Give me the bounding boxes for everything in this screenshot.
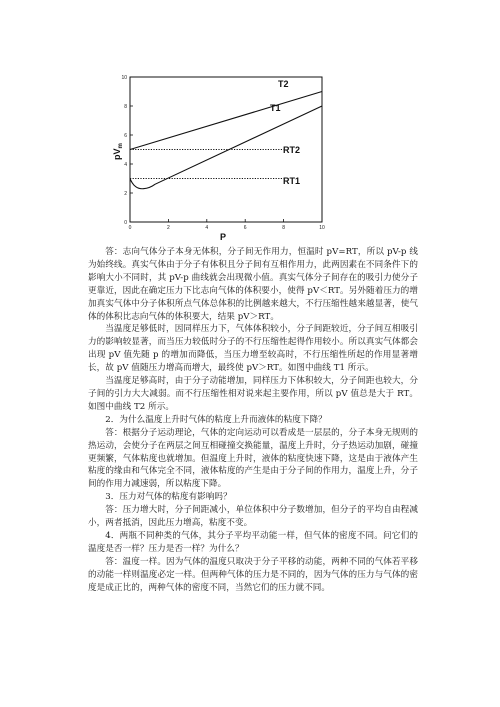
question-3: 3．压力对气体的粘度有影响吗？ <box>105 492 232 503</box>
pv-p-figure <box>100 65 340 245</box>
y-axis-label-sub: m <box>118 143 124 149</box>
question-4: 4．两瓶不同种类的气体，其分子平均平动能一样，但气体的密度不同。问它们的温度是否一样？压力是否一样？为什么？ <box>88 530 418 554</box>
label-rt2: RT2 <box>283 145 301 155</box>
series-t2-line <box>130 92 322 150</box>
x-axis-label: P <box>220 232 227 242</box>
y-tick-label: 2 <box>124 191 127 197</box>
series-group <box>130 92 322 189</box>
answer-2: 答：根据分子运动理论，气体的定向运动可以看成是一层层的，分子本身无规则的热运动，会使分子在两层之间互相碰撞交换能量，温度上升时，分子热运动加剧，碰撞更频繁，气体粘度也就增加。但温度上升时，液体的粘度快速下降，这是由于液体产生粘度的缘由和气体完全不同，液体粘度的产生是由于分子间的作用力，温度上升，分子间的作用力减速弱，所以粘度下降。 <box>88 427 418 490</box>
y-axis-label-main: pV <box>112 148 122 160</box>
x-tick-label: 8 <box>282 225 285 231</box>
label-t2: T2 <box>278 79 289 89</box>
answer-3: 答：压力增大时，分子间距减小，单位体积中分子数增加，但分子的平均自由程减小，两者抵消，因此压力增高，粘度不变。 <box>88 505 418 529</box>
x-tick-label: 2 <box>167 225 170 231</box>
paragraph-1: 答：志向气体分子本身无体积，分子间无作用力，恒温时 pV=RT，所以 pV-p 线为始终线。真实气体由于分子有体积且分子间有互相作用力，此两因素在不同条件下的影响大小不同时，其 pV-p 曲线就会出现微小值。真实气体分子间存在的吸引力使分子更靠近，因此在确定压力下比志向气体的体积要小，使得 pV＜RT。另外随着压力的增加真实气体中分子体积所点气体总体积的比例越来越大，不行压缩性越来越显著，使气体的体积比志向气体的体积要大，结果 pV＞RT。 <box>88 247 418 322</box>
question-2: 2．为什么温度上升时气体的粘度上升而液体的粘度下降？ <box>105 414 327 425</box>
label-rt1: RT1 <box>283 176 301 186</box>
paragraph-2: 当温度足够低时，因同样压力下，气体体积较小，分子间距较近，分子间互相吸引力的影响较显著，而当压力较低时分子的不行压缩性起得作用较小。所以真实气体都会出现 pV 值先随 p 的增加而降低，当压力增至较高时，不行压缩性所起的作用显著增长，故 pV 值随压力增高而增大，最终使 pV＞RT。如图中曲线 T1 所示。 <box>88 324 418 374</box>
paragraph-3: 当温度足够高时，由于分子动能增加，同样压力下体积较大，分子间距也较大，分子间的引力大大减弱。而不行压缩性相对说来起主要作用，所以 pV 值总是大于 RT。如图中曲线 T2 所示。 <box>88 376 418 412</box>
y-tick-label: 6 <box>124 133 127 139</box>
answer-4: 答：温度一样。因为气体的温度只取决于分子平移的动能，两种不同的气体若平移的动能一样则温度必定一样。但两种气体的压力是不同的，因为气体的压力与气体的密度是成正比的，两种气体的密度不同，当然它们的压力就不同。 <box>88 556 418 593</box>
y-tick-label: 8 <box>124 104 127 110</box>
label-t1: T1 <box>270 103 281 113</box>
y-tick-label: 0 <box>124 220 127 226</box>
y-tick-label: 10 <box>121 75 127 81</box>
answer-text <box>88 246 418 594</box>
x-tick-label: 4 <box>205 225 209 231</box>
x-tick-label: 0 <box>128 225 132 231</box>
x-tick-label: 10 <box>319 225 325 231</box>
y-tick-label: 4 <box>124 162 127 168</box>
x-tick-label: 6 <box>243 225 247 231</box>
y-axis-label <box>112 143 124 160</box>
